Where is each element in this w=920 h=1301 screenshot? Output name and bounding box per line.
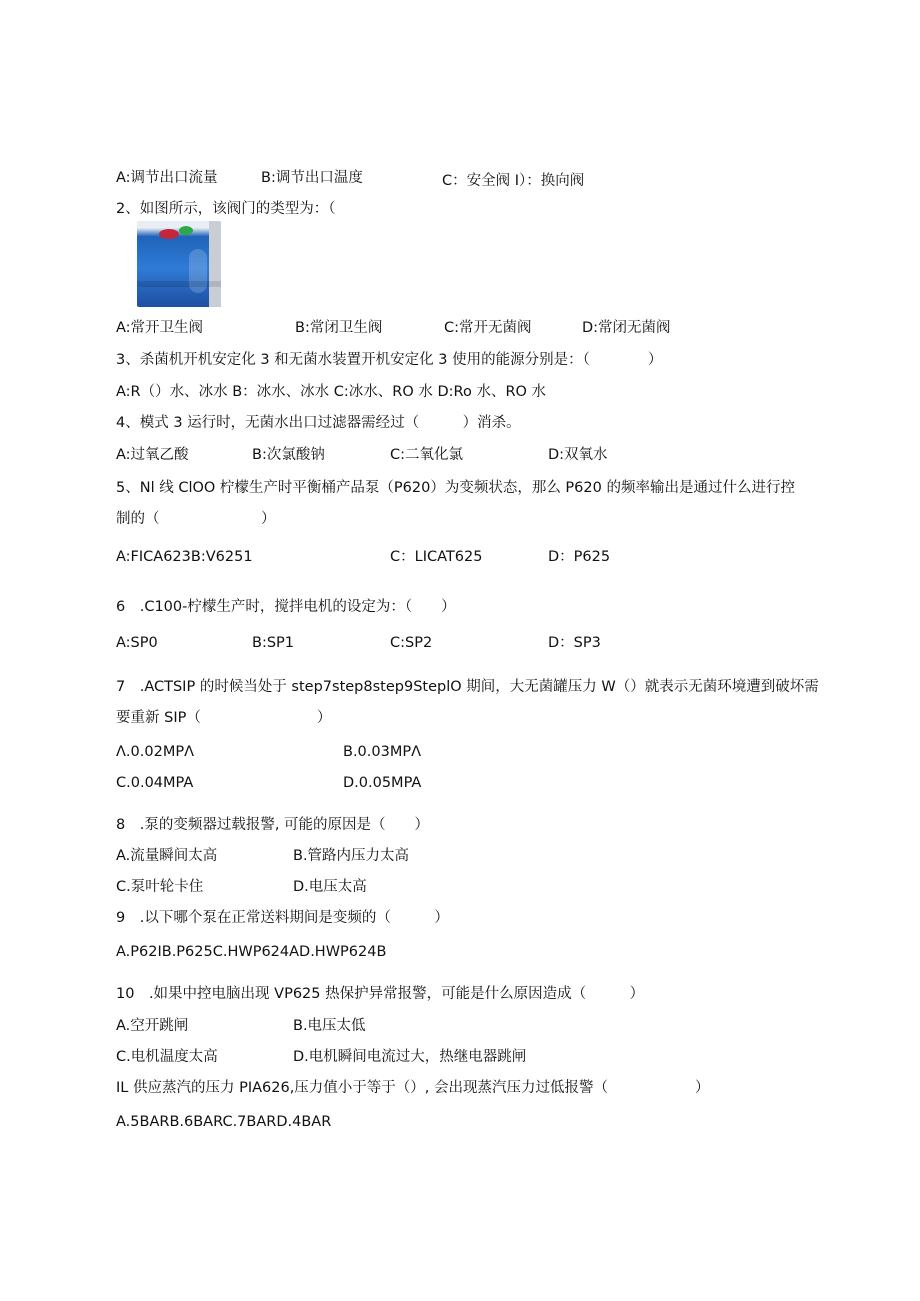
q4-option-d: D:双氧水 xyxy=(548,447,608,463)
q7-stem-line2: 要重新 SIP（ ） xyxy=(116,710,332,726)
q8-option-a: A.流量瞬间太高 xyxy=(116,848,218,864)
q11-options: A.5BARB.6BARC.7BARD.4BAR xyxy=(116,1114,332,1130)
q10-option-c: C.电机温度太高 xyxy=(116,1049,218,1065)
q11-stem: IL 供应蒸汽的压力 PIA626,压力值小于等于（）, 会出现蒸汽压力过低报警（ ） xyxy=(116,1080,710,1096)
q6-option-a: A:SP0 xyxy=(116,635,158,651)
q10-stem: 10 .如果中控电脑出现 VP625 热保护异常报警，可能是什么原因造成（ ） xyxy=(116,986,645,1002)
q7-stem-line1: 7 .ACTSIP 的时候当处于 step7step8step9SteplO 期间，大无菌罐压力 W（）就表示无菌环境遭到破坏需 xyxy=(116,679,819,695)
q2-option-d: D:常闭无菌阀 xyxy=(582,320,671,336)
q7-option-d: D.0.05MPA xyxy=(343,775,422,791)
q5-stem-line2: 制的（ ） xyxy=(116,511,276,527)
q8-option-d: D.电压太高 xyxy=(293,879,367,895)
valve-photo-icon xyxy=(137,221,221,307)
q2-stem: 2、如图所示，该阀门的类型为：（ xyxy=(116,201,336,217)
q7-option-c: C.0.04MPA xyxy=(116,775,194,791)
q8-option-c: C.泵叶轮卡住 xyxy=(116,879,204,895)
q2-option-c: C:常开无菌阀 xyxy=(444,320,532,336)
q7-option-a: Λ.0.02MPΛ xyxy=(116,744,194,760)
q4-option-b: B:次氯酸钠 xyxy=(252,447,325,463)
q10-option-b: B.电压太低 xyxy=(293,1018,366,1034)
q5-option-c: C：LICAT625 xyxy=(390,549,483,565)
q2-option-a: A:常开卫生阀 xyxy=(116,320,204,336)
q6-option-d: D：SP3 xyxy=(548,635,601,651)
q5-option-d: D：P625 xyxy=(548,549,611,565)
q1-option-cd: C：安全阀 I）：换向阀 xyxy=(442,173,585,189)
q1-option-b: B:调节出口温度 xyxy=(261,170,363,186)
q6-option-b: B:SP1 xyxy=(252,635,295,651)
q8-stem: 8 .泵的变频器过载报警, 可能的原因是（ ） xyxy=(116,817,430,833)
q5-option-ab: A:FICA623B:V6251 xyxy=(116,549,253,565)
q7-option-b: B.0.03MPΛ xyxy=(343,744,422,760)
q4-option-c: C:二氧化氯 xyxy=(390,447,464,463)
q10-option-a: A.空开跳闸 xyxy=(116,1018,189,1034)
q4-stem: 4、模式 3 运行时，无菌水出口过滤器需经过（ ）消杀。 xyxy=(116,415,521,431)
q3-stem: 3、杀菌机开机安定化 3 和无菌水装置开机安定化 3 使用的能源分别是：（ ） xyxy=(116,352,663,368)
q3-options: A:R（）水、冰水 B：冰水、冰水 C:冰水、RO 水 D:Ro 水、RO 水 xyxy=(116,384,547,400)
q6-stem: 6 .C100-柠檬生产时，搅拌电机的设定为：（ ） xyxy=(116,599,456,615)
q8-option-b: B.管路内压力太高 xyxy=(293,848,410,864)
q5-stem-line1: 5、Nl 线 ClOO 柠檬生产时平衡桶产品泵（P620）为变频状态，那么 P620 的频率输出是通过什么进行控 xyxy=(116,480,795,496)
q10-option-d: D.电机瞬间电流过大，热继电器跳闸 xyxy=(293,1049,527,1065)
q9-stem: 9 .以下哪个泵在正常送料期间是变频的（ ） xyxy=(116,910,449,926)
q9-options: A.P62IB.P625C.HWP624AD.HWP624B xyxy=(116,944,387,960)
q4-option-a: A:过氧乙酸 xyxy=(116,447,189,463)
q6-option-c: C:SP2 xyxy=(390,635,433,651)
q2-option-b: B:常闭卫生阀 xyxy=(295,320,383,336)
q1-option-a: A:调节出口流量 xyxy=(116,170,218,186)
